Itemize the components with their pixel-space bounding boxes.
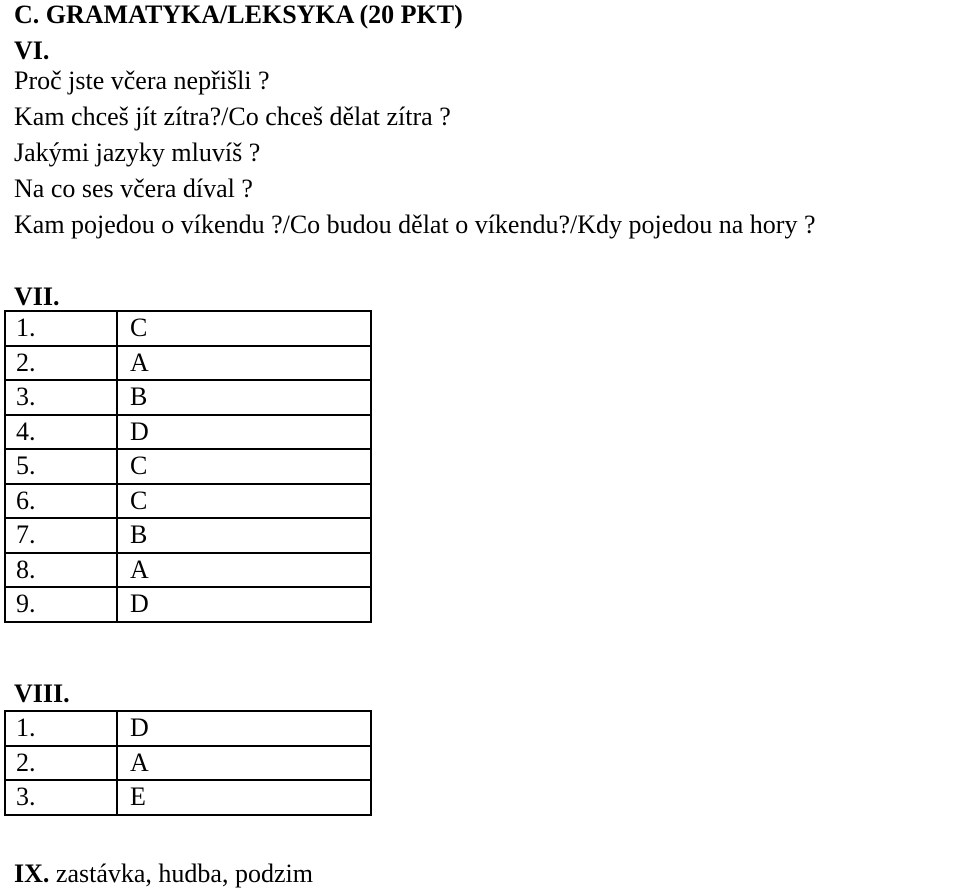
answer-letter: B <box>117 380 371 415</box>
section-vi-sentence-5: Kam pojedou o víkendu ?/Co budou dělat o víkendu?/Kdy pojedou na hory ? <box>14 210 816 239</box>
section-ix-heading: IX. <box>14 859 50 888</box>
table-row <box>5 415 371 450</box>
answer-letter: E <box>117 780 371 815</box>
answer-letter: D <box>117 415 371 450</box>
answer-letter: A <box>117 746 371 781</box>
answer-number: 3. <box>5 780 117 815</box>
section-vi-sentence-2: Kam chceš jít zítra?/Co chceš dělat zítra ? <box>14 102 451 131</box>
answer-number: 3. <box>5 380 117 415</box>
table-row <box>5 518 371 553</box>
answer-letter: A <box>117 346 371 381</box>
answer-letter: A <box>117 553 371 588</box>
section-vi-sentence-3: Jakými jazyky mluvíš ? <box>14 138 261 167</box>
answer-letter: C <box>117 484 371 519</box>
answer-number: 6. <box>5 484 117 519</box>
answer-letter: C <box>117 449 371 484</box>
table-row <box>5 311 371 346</box>
answer-number: 9. <box>5 587 117 622</box>
section-ix-answers: zastávka, hudba, podzim <box>49 859 313 888</box>
table-row <box>5 449 371 484</box>
answer-number: 8. <box>5 553 117 588</box>
table-row <box>5 587 371 622</box>
table-row <box>5 746 371 781</box>
table-row <box>5 711 371 746</box>
answer-number: 4. <box>5 415 117 450</box>
answer-number: 5. <box>5 449 117 484</box>
answer-letter: D <box>117 587 371 622</box>
table-row <box>5 780 371 815</box>
section-ix <box>14 859 313 889</box>
section-vi-sentence-4: Na co ses včera díval ? <box>14 174 253 203</box>
answer-number: 1. <box>5 711 117 746</box>
table-row <box>5 484 371 519</box>
table-row <box>5 346 371 381</box>
table-row <box>5 553 371 588</box>
answer-letter: B <box>117 518 371 553</box>
section-vi-sentence-1: Proč jste včera nepřišli ? <box>14 66 270 95</box>
answer-number: 2. <box>5 346 117 381</box>
document-title: C. GRAMATYKA/LEKSYKA (20 PKT) <box>14 0 463 29</box>
section-viii-answer-table <box>4 710 372 816</box>
answer-number: 1. <box>5 311 117 346</box>
answer-number: 2. <box>5 746 117 781</box>
table-row <box>5 380 371 415</box>
section-vi-heading: VI. <box>14 36 50 65</box>
section-viii-heading: VIII. <box>14 679 70 708</box>
section-vii-heading: VII. <box>14 282 60 311</box>
answer-letter: D <box>117 711 371 746</box>
answer-letter: C <box>117 311 371 346</box>
section-vii-answer-table <box>4 310 372 623</box>
answer-number: 7. <box>5 518 117 553</box>
